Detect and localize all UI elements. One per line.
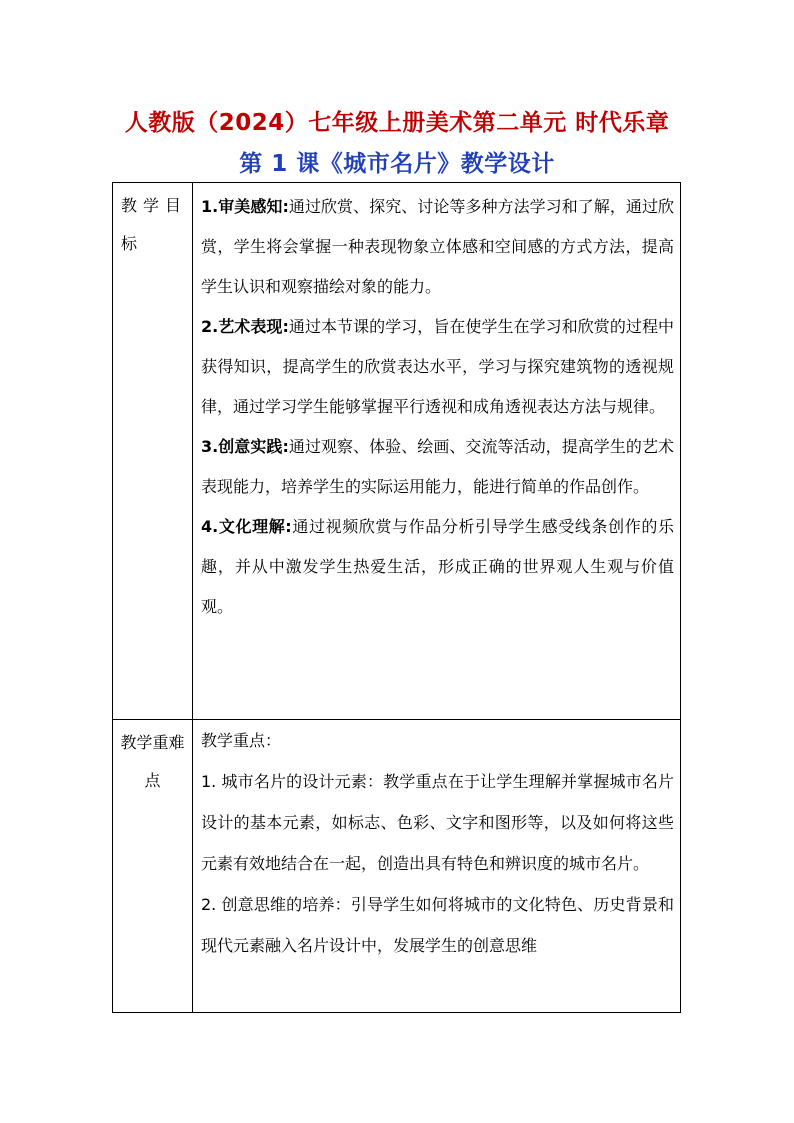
table-row — [113, 720, 681, 1013]
objective-text: 通过观察、体验、绘画、交流等活动，提高学生的艺术表现能力，培养学生的实际运用能力，能进行简单的作品创作。 — [201, 437, 674, 496]
objective-text: 通过欣赏、探究、讨论等多种方法学习和了解，通过欣赏，学生将会掌握一种表现物象立体感和空间感的方式方法，提高学生认识和观察描绘对象的能力。 — [201, 197, 674, 296]
key-points-intro: 教学重点： — [201, 731, 282, 750]
key-point-item: 2. 创意思维的培养：引导学生如何将城市的文化特色、历史背景和现代元素融入名片设计中，发展学生的创意思维 — [201, 895, 674, 955]
objective-heading: 3.创意实践: — [201, 437, 289, 456]
objective-text: 通过本节课的学习，旨在使学生在学习和欣赏的过程中获得知识，提高学生的欣赏表达水平，学习与探究建筑物的透视规律，通过学习学生能够掌握平行透视和成角透视表达方法与规律。 — [201, 317, 674, 416]
objective-heading: 4.文化理解: — [201, 517, 292, 536]
row-content-cell — [193, 183, 681, 720]
key-point-item: 1. 城市名片的设计元素：教学重点在于让学生理解并掌握城市名片设计的基本元素，如标志、色彩、文字和图形等，以及如何将这些元素有效地结合在一起，创造出具有特色和辨识度的城市名片。 — [201, 772, 674, 873]
row-label-cell — [113, 720, 193, 1013]
document-subtitle: 第 1 课《城市名片》教学设计 — [239, 151, 555, 177]
objective-heading: 2.艺术表现: — [201, 317, 289, 336]
row-content-cell — [193, 720, 681, 1013]
objective-item — [201, 307, 674, 427]
objective-text: 通过视频欣赏与作品分析引导学生感受线条创作的乐趣，并从中激发学生热爱生活，形成正确的世界观人生观与价值观。 — [201, 517, 674, 616]
objective-item — [201, 507, 674, 627]
objective-heading: 1.审美感知: — [201, 197, 289, 216]
objective-item — [201, 427, 674, 507]
row-label: 教学重难点 — [120, 733, 185, 790]
document-title: 人教版（2024）七年级上册美术第二单元 时代乐章 — [124, 110, 670, 136]
row-label: 教学目标 — [121, 196, 188, 253]
objective-item — [201, 187, 674, 307]
table-row — [113, 183, 681, 720]
lesson-plan-table — [112, 182, 681, 1013]
row-label-cell — [113, 183, 193, 720]
